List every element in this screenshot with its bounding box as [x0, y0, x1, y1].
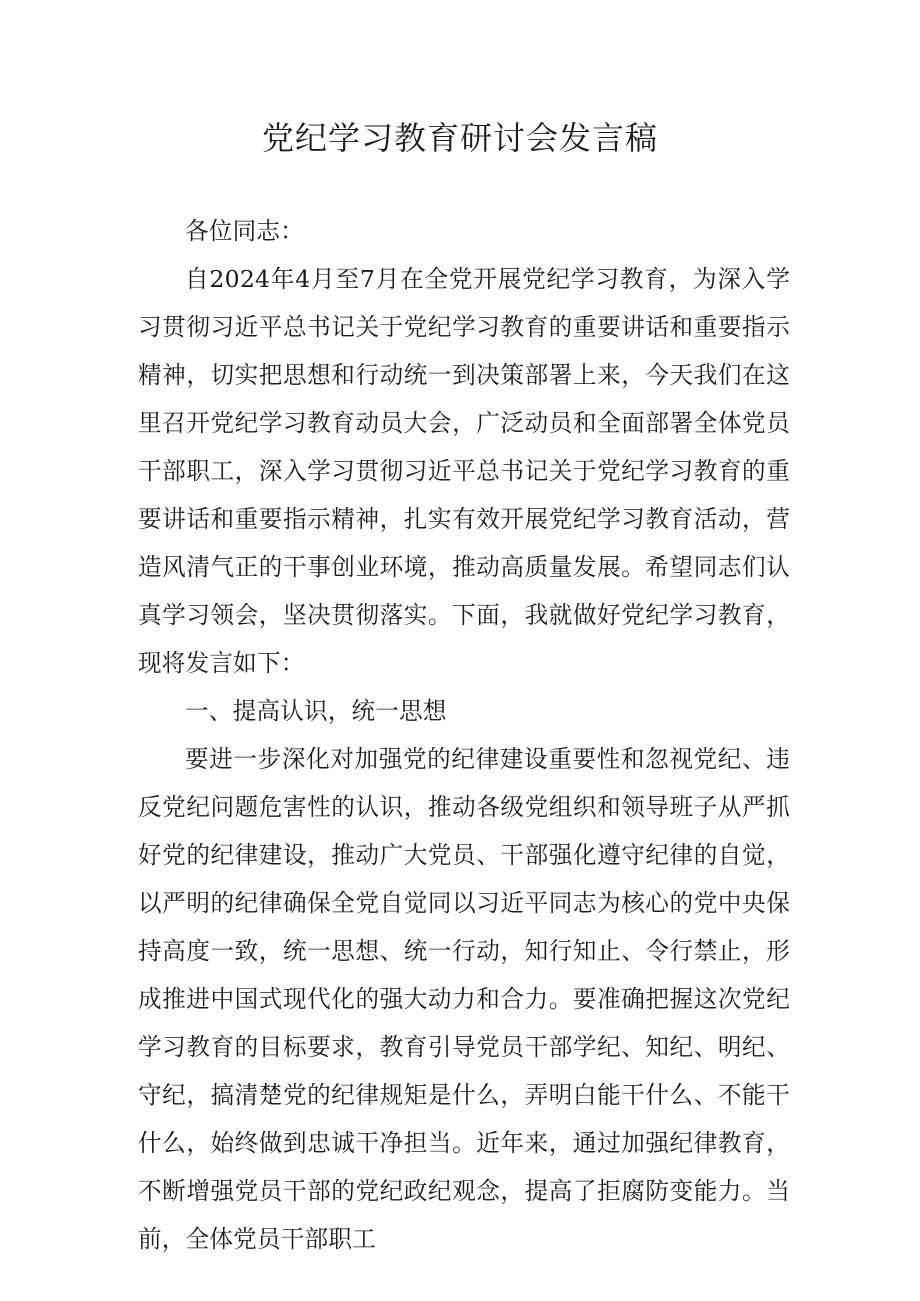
document-title: 党纪学习教育研讨会发言稿: [261, 119, 658, 157]
section-heading: 一、提高认识，统一思想: [185, 697, 447, 725]
greeting: 各位同志：: [185, 217, 304, 245]
intro-paragraph: 自2024年4月至7月在全党开展党纪学习教育，为深入学习贯彻习近平总书记关于党纪学习教育的重要讲话和重要指示精神，切实把思想和行动统一到决策部署上来，今天我们在这里召开党纪学习教育动员大会，广泛动员和全面部署全体党员干部职工，深入学习贯彻习近平总书记关于党纪学习教育的重要讲话和重要指示精神，扎实有效开展党纪学习教育活动，营造风清气正的干事创业环境，推动高质量发展。希望同志们认真学习领会，坚决贯彻落实。下面，我就做好党纪学习教育，现将发言如下：: [138, 265, 790, 677]
document-body: [138, 207, 790, 1263]
section-paragraph: 要进一步深化对加强党的纪律建设重要性和忽视党纪、违反党纪问题危害性的认识，推动各级党组织和领导班子从严抓好党的纪律建设，推动广大党员、干部强化遵守纪律的自觉，以严明的纪律确保全党自觉同以习近平同志为核心的党中央保持高度一致，统一思想、统一行动，知行知止、令行禁止，形成推进中国式现代化的强大动力和合力。要准确把握这次党纪学习教育的目标要求，教育引导党员干部学纪、知纪、明纪、守纪，搞清楚党的纪律规矩是什么，弄明白能干什么、不能干什么，始终做到忠诚干净担当。近年来，通过加强纪律教育，不断增强党员干部的党纪政纪观念，提高了拒腐防变能力。当前，全体党员干部职工: [138, 745, 790, 1253]
